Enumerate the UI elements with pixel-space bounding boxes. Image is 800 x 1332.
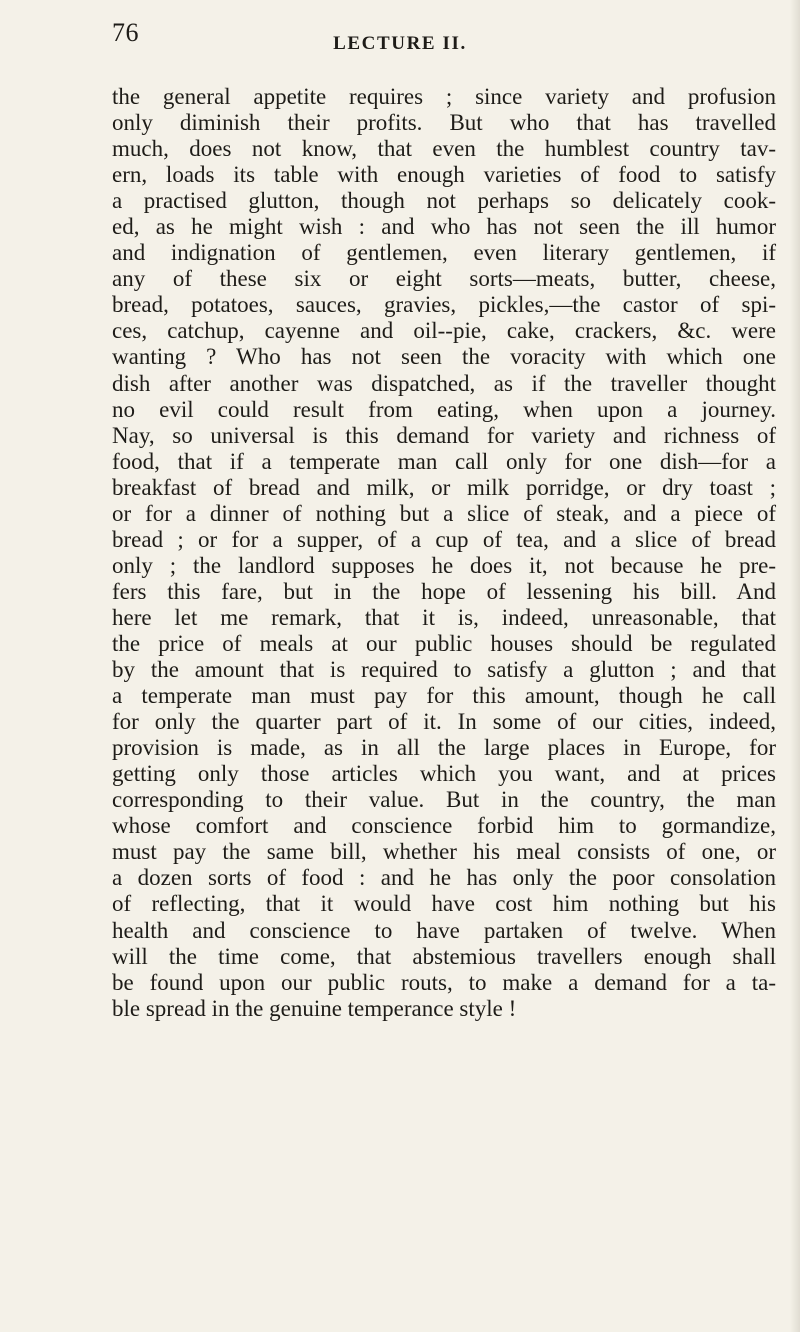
text-line: much, does not know, that even the humblest country tav-: [112, 136, 776, 162]
text-line: of reflecting, that it would have cost him nothing but his: [112, 891, 776, 917]
body-text: [112, 84, 776, 1022]
text-line: only ; the landlord supposes he does it, not because he pre-: [112, 552, 776, 578]
text-line: bread ; or for a supper, of a cup of tea, and a slice of bread: [112, 526, 776, 552]
text-line: only diminish their profits. But who that has travelled: [112, 110, 776, 136]
text-line: bread, potatoes, sauces, gravies, pickles,—the castor of spi-: [112, 292, 776, 318]
text-line: ern, loads its table with enough varieties of food to satisfy: [112, 162, 776, 188]
text-line: food, that if a temperate man call only for one dish—for a: [112, 448, 776, 474]
text-line: by the amount that is required to satisfy a glutton ; and that: [112, 657, 776, 683]
text-line: or for a dinner of nothing but a slice of steak, and a piece of: [112, 500, 776, 526]
text-line: dish after another was dispatched, as if the traveller thought: [112, 370, 776, 396]
running-title: LECTURE II.: [333, 33, 467, 54]
text-line: the general appetite requires ; since variety and profusion: [112, 84, 776, 109]
text-line: the price of meals at our public houses should be regulated: [112, 630, 776, 656]
text-line: will the time come, that abstemious travellers enough shall: [112, 943, 776, 969]
text-line: whose comfort and conscience forbid him to gormandize,: [112, 813, 776, 839]
text-line: fers this fare, but in the hope of lessening his bill. And: [112, 578, 776, 604]
text-line: no evil could result from eating, when upon a journey.: [112, 396, 776, 422]
text-line: and indignation of gentlemen, even literary gentlemen, if: [112, 240, 776, 266]
text-line: ble spread in the genuine temperance style !: [112, 995, 517, 1021]
text-line: a practised glutton, though not perhaps so delicately cook-: [112, 188, 776, 214]
text-line: Nay, so universal is this demand for variety and richness of: [112, 422, 776, 448]
text-line: be found upon our public routs, to make a demand for a ta-: [112, 969, 776, 995]
text-line: wanting ? Who has not seen the voracity with which one: [112, 344, 776, 370]
text-line: a temperate man must pay for this amount, though he call: [112, 683, 776, 709]
text-line: for only the quarter part of it. In some of our cities, indeed,: [112, 709, 776, 735]
text-line: getting only those articles which you want, and at prices: [112, 761, 776, 787]
text-line: breakfast of bread and milk, or milk porridge, or dry toast ;: [112, 474, 776, 500]
text-line: ed, as he might wish : and who has not seen the ill humor: [112, 214, 776, 240]
page-number: 76: [112, 18, 139, 47]
text-line: here let me remark, that it is, indeed, unreasonable, that: [112, 604, 776, 630]
text-line: any of these six or eight sorts—meats, butter, cheese,: [112, 266, 776, 292]
text-line: corresponding to their value. But in the country, the man: [112, 787, 776, 813]
text-line: ces, catchup, cayenne and oil--pie, cake, crackers, &c. were: [112, 318, 776, 344]
text-line: a dozen sorts of food : and he has only the poor consolation: [112, 865, 776, 891]
text-line: provision is made, as in all the large places in Europe, for: [112, 735, 776, 761]
page-edge-shadow: [790, 0, 800, 1332]
text-line: must pay the same bill, whether his meal consists of one, or: [112, 839, 776, 865]
text-line: health and conscience to have partaken of twelve. When: [112, 917, 776, 943]
